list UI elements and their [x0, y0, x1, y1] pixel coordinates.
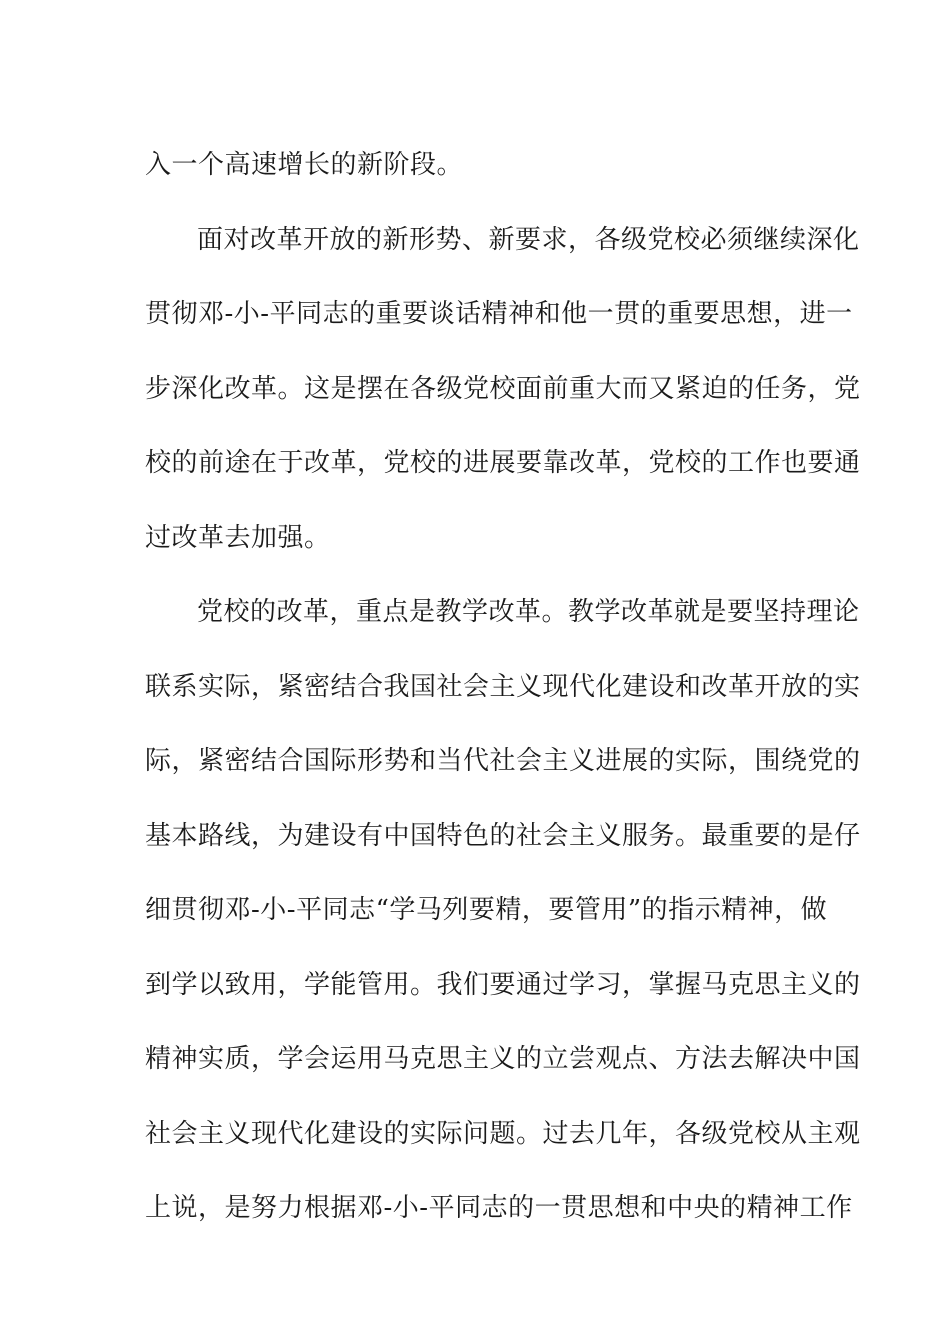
text-line: 基本路线，为建设有中国特色的社会主义服务。最重要的是仔: [145, 820, 861, 851]
text-line: 社会主义现代化建设的实际问题。过去几年，各级党校从主观: [145, 1118, 861, 1149]
text-line: 贯彻邓-小-平同志的重要谈话精神和他一贯的重要思想，进一: [145, 299, 853, 329]
text-line: 精神实质，学会运用马克思主义的立尝观点、方法去解决中国: [145, 1044, 861, 1074]
paragraph-first-line: 面对改革开放的新形势、新要求，各级党校必须继续深化: [197, 224, 860, 255]
body-text: [145, 128, 861, 1246]
text-line: 到学以致用，学能管用。我们要通过学习，掌握马克思主义的: [145, 969, 861, 1000]
text-line: 际，紧密结合国际形势和当代社会主义进展的实际，围绕党的: [145, 746, 861, 776]
text-line: 细贯彻邓-小-平同志“学马列要精，要管用”的指示精神，做: [145, 895, 828, 925]
text-line: 步深化改革。这是摆在各级党校面前重大而又紧迫的任务，党: [145, 373, 861, 404]
text-line: 过改革去加强。: [145, 522, 331, 553]
text-line: 联系实际，紧密结合我国社会主义现代化建设和改革开放的实: [145, 671, 861, 702]
text-line: 上说，是努力根据邓-小-平同志的一贯思想和中央的精神工作: [145, 1193, 853, 1223]
text-line: 入一个高速增长的新阶段。: [145, 150, 464, 180]
text-line: 校的前途在于改革，党校的进展要靠改革，党校的工作也要通: [145, 448, 861, 478]
paragraph-first-line: 党校的改革，重点是教学改革。教学改革就是要坚持理论: [197, 597, 860, 627]
